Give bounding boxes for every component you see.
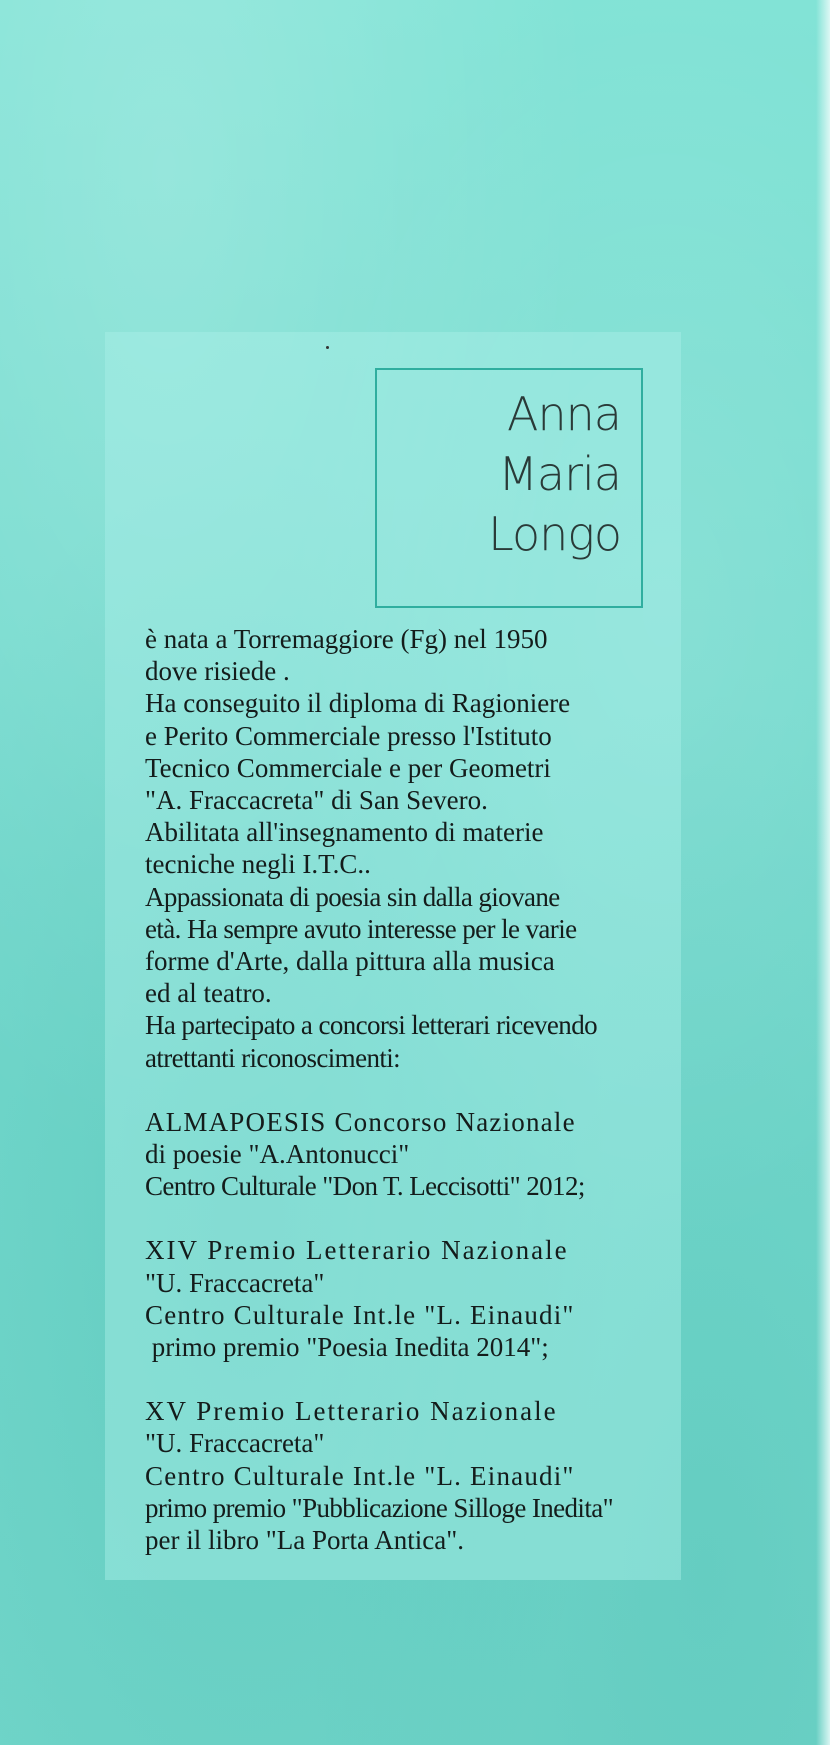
- page-edge: [816, 0, 830, 1745]
- biography: [145, 623, 645, 1556]
- bio-line: tecniche negli I.T.C..: [145, 849, 371, 880]
- ink-speck: [326, 346, 329, 349]
- bio-line: atrettanti riconoscimenti:: [145, 1042, 401, 1073]
- award-3-title: XV Premio Letterario Nazionale: [145, 1396, 558, 1427]
- spacer: [145, 1363, 645, 1395]
- bio-line: Abilitata all'insegnamento di materie: [145, 817, 544, 848]
- author-first-name: Anna: [507, 387, 621, 441]
- bio-line: età. Ha sempre avuto interesse per le varie: [145, 913, 577, 944]
- award-1-title: ALMAPOESIS Concorso Nazionale: [145, 1106, 576, 1137]
- bio-line: "A. Fraccacreta" di San Severo.: [145, 785, 488, 816]
- bio-line: ed al teatro.: [145, 978, 272, 1009]
- bio-line: forme d'Arte, dalla pittura alla musica: [145, 946, 555, 977]
- award-2-line: primo premio "Poesia Inedita 2014";: [145, 1332, 549, 1363]
- bio-line: dove risiede .: [145, 656, 290, 687]
- author-last-name: Longo: [488, 507, 621, 561]
- award-3-line: per il libro "La Porta Antica".: [145, 1525, 464, 1556]
- author-middle-name: Maria: [498, 447, 621, 501]
- bio-line: Tecnico Commerciale e per Geometri: [145, 752, 551, 783]
- award-1-line: di poesie "A.Antonucci": [145, 1139, 410, 1170]
- award-3-line: primo premio "Pubblicazione Silloge Inedita": [145, 1492, 614, 1523]
- bio-line: Ha partecipato a concorsi letterari ricevendo: [145, 1010, 597, 1041]
- award-2-line: Centro Culturale Int.le "L. Einaudi": [145, 1299, 575, 1330]
- spacer: [145, 1202, 645, 1234]
- award-2-line: "U. Fraccacreta": [145, 1267, 325, 1298]
- award-3-line: "U. Fraccacreta": [145, 1428, 325, 1459]
- award-1-line: Centro Culturale "Don T. Leccisotti" 2012;: [145, 1171, 585, 1202]
- author-name-box: [375, 368, 643, 608]
- bio-line: Ha conseguito il diploma di Ragioniere: [145, 688, 571, 719]
- award-2-title: XIV Premio Letterario Nazionale: [145, 1235, 569, 1266]
- award-3-line: Centro Culturale Int.le "L. Einaudi": [145, 1460, 575, 1491]
- bio-line: è nata a Torremaggiore (Fg) nel 1950: [145, 624, 548, 654]
- bio-line: Appassionata di poesia sin dalla giovane: [145, 881, 560, 912]
- bio-line: e Perito Commerciale presso l'Istituto: [145, 720, 552, 751]
- spacer: [145, 1074, 645, 1106]
